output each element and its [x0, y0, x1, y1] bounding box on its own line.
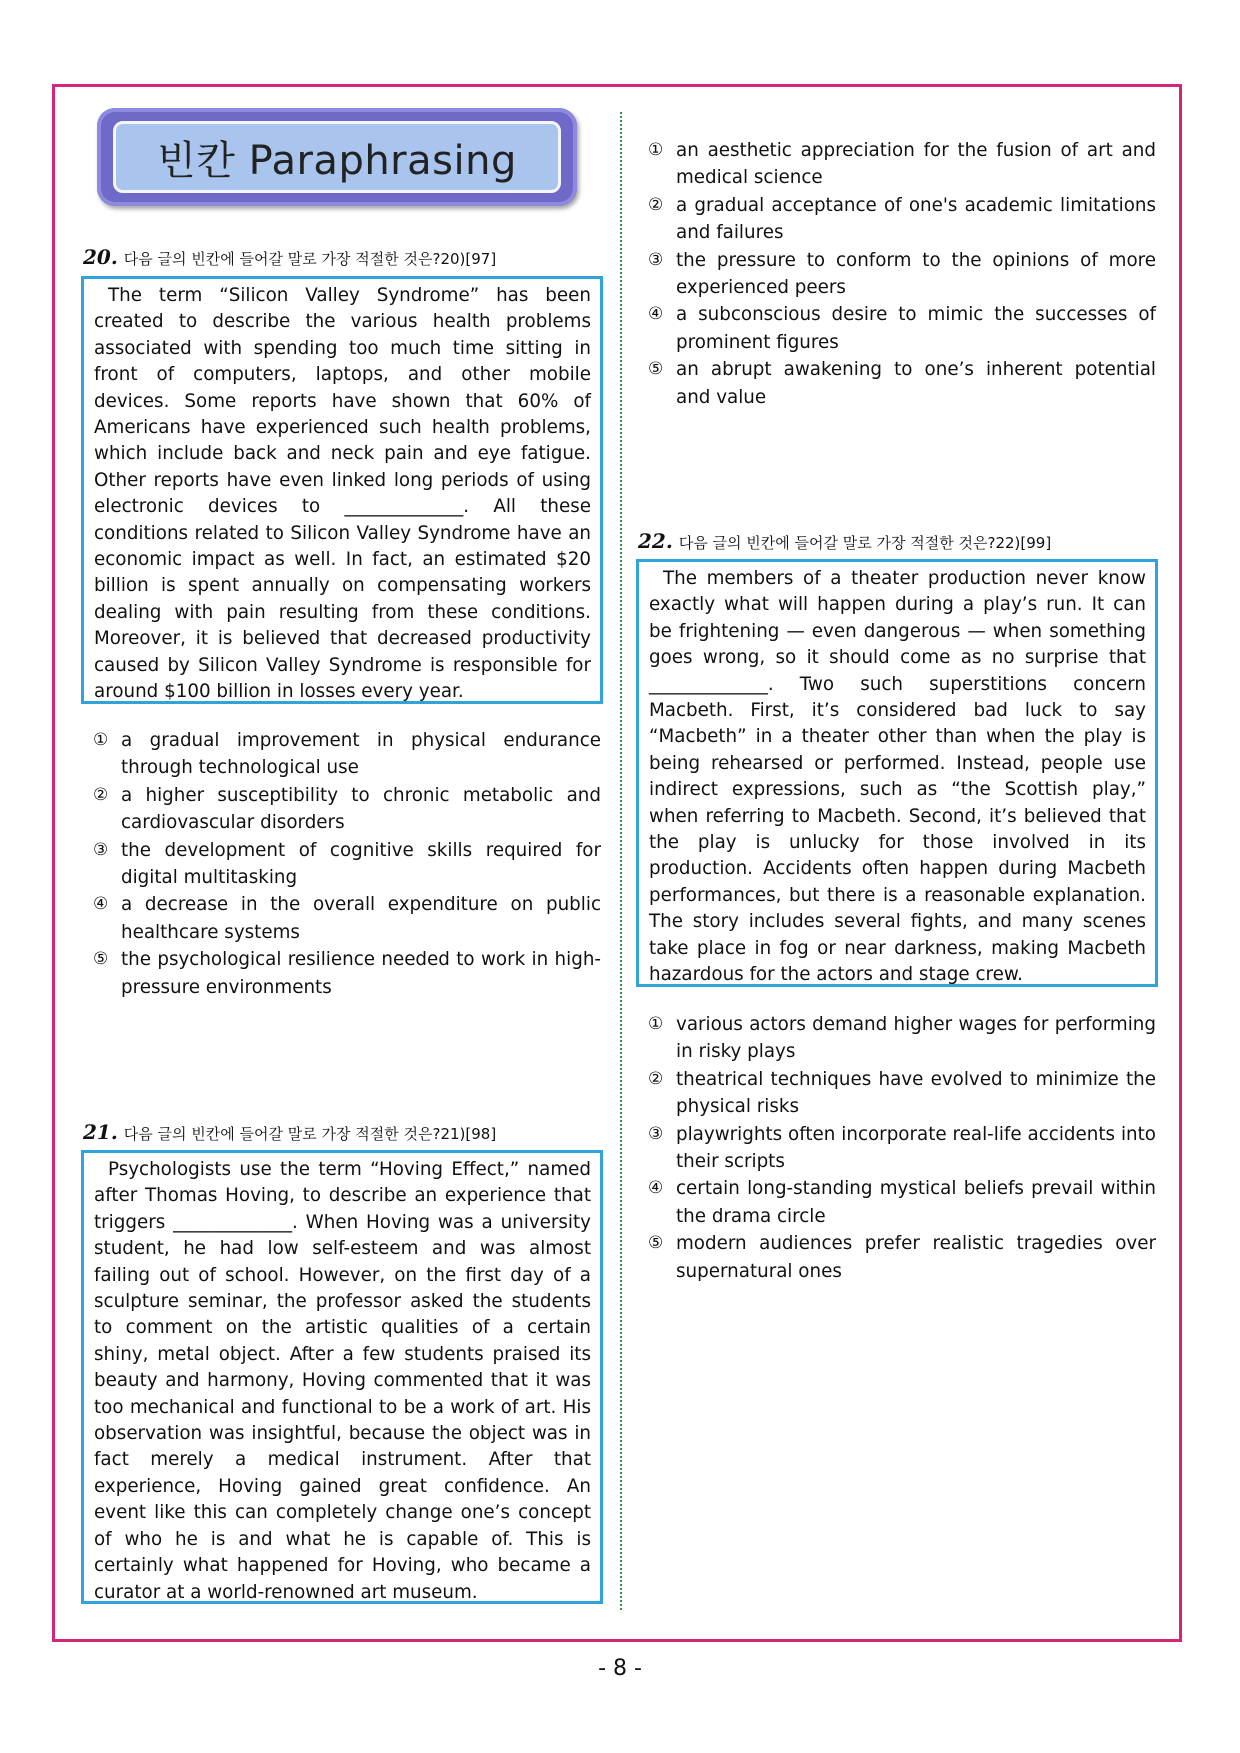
column-divider	[620, 112, 622, 1610]
choice-number: ②	[93, 784, 109, 805]
question-prompt: 다음 글의 빈칸에 들어갈 말로 가장 적절한 것은?	[678, 534, 996, 552]
question-20-passage-box	[81, 276, 603, 704]
choice-3[interactable]	[93, 837, 601, 892]
choice-number: ③	[648, 1123, 664, 1144]
choice-text: a gradual improvement in physical endurance through technological use	[121, 730, 601, 779]
question-ref: 21)[98]	[440, 1125, 497, 1143]
choice-number: ②	[648, 1068, 664, 1089]
choice-text: modern audiences prefer realistic tragedies over supernatural ones	[676, 1233, 1156, 1282]
choice-1[interactable]	[648, 137, 1156, 192]
choice-text: the development of cognitive skills required for digital multitasking	[121, 839, 601, 889]
choice-number: ④	[93, 894, 109, 915]
passage-text: The term “Silicon Valley Syndrome” has been created to describe the various health problems associated with spending too much time sitting in front of computers, laptops, and other mobile devices. Some reports have shown that 60% of Americans have experienced such health problems, which include back and neck pain and eye fatigue. Other reports have even linked long periods of using electronic devices to _____________. All these conditions related to Silicon Valley Syndrome have an economic impact as well. In fact, an estimated $20 billion is spent annually on compensating workers dealing with pain resulting from these conditions. Moreover, it is believed that decreased productivity caused by Silicon Valley Syndrome is responsible for around $100 billion in losses every year.	[94, 285, 591, 703]
question-prompt: 다음 글의 빈칸에 들어갈 말로 가장 적절한 것은?	[123, 1125, 441, 1143]
choice-5[interactable]	[648, 1230, 1156, 1285]
choice-text: a gradual acceptance of one's academic limitations and failures	[676, 194, 1156, 244]
choice-1[interactable]	[648, 1011, 1156, 1066]
choice-2[interactable]	[93, 782, 601, 837]
question-prompt: 다음 글의 빈칸에 들어갈 말로 가장 적절한 것은?	[123, 250, 441, 268]
question-22-header	[638, 529, 1051, 553]
choice-number: ④	[648, 1178, 664, 1199]
choice-5[interactable]	[93, 946, 601, 1001]
choice-number: ⑤	[93, 949, 109, 970]
section-banner	[97, 108, 577, 206]
passage-text: Psychologists use the term “Hoving Effect,” named after Thomas Hoving, to describe an experience that triggers _____________. When Hoving was a university student, he had low self-esteem and was almost failing out of school. However, on the first day of a sculpture seminar, the professor asked the students to comment on the artistic qualities of a certain shiny, metal object. After a few students praised its beauty and harmony, Hoving commented that it was too mechanical and functional to be a work of art. His observation was insightful, because the object was in fact merely a medical instrument. After that experience, Hoving gained great confidence. An event like this can completely change one’s concept of who he is and what he is capable of. This is certainly what happened for Hoving, who became a curator at a world-renowned art museum.	[94, 1159, 591, 1603]
choice-number: ⑤	[648, 359, 664, 380]
choice-number: ③	[93, 839, 109, 860]
choice-text: a subconscious desire to mimic the successes of prominent figures	[676, 304, 1156, 353]
choice-number: ②	[648, 194, 664, 215]
choice-4[interactable]	[648, 1175, 1156, 1230]
choice-text: certain long-standing mystical beliefs prevail within the drama circle	[676, 1178, 1156, 1227]
choice-text: an aesthetic appreciation for the fusion of art and medical science	[676, 140, 1156, 189]
passage-text: The members of a theater production never know exactly what will happen during a play’s run. It can be frightening — even dangerous — when something goes wrong, so it should come as no surprise that _____________. Two such superstitions concern Macbeth. First, it’s considered bad luck to say “Macbeth” in a theater other than when the play is being rehearsed or performed. Instead, people use indirect expressions, such as “the Scottish play,” when referring to Macbeth. Second, it’s believed that the play is unlucky for those involved in its production. Accidents often happen during Macbeth performances, but there is a reasonable explanation. The story includes several fights, and many scenes take place in fog or near darkness, making Macbeth hazardous for the actors and stage crew.	[649, 568, 1146, 986]
choice-text: the pressure to conform to the opinions of more experienced peers	[676, 249, 1156, 299]
question-21-header	[83, 1120, 496, 1144]
question-ref: 22)[99]	[995, 534, 1052, 552]
question-21-choices	[648, 137, 1156, 411]
question-21-passage-box	[81, 1150, 603, 1604]
page-number: - 8 -	[598, 1656, 642, 1681]
choice-number: ①	[648, 140, 664, 160]
choice-3[interactable]	[648, 247, 1156, 302]
choice-text: an abrupt awakening to one’s inherent potential and value	[676, 359, 1156, 408]
choice-number: ⑤	[648, 1233, 664, 1254]
section-title: 빈칸 Paraphrasing	[113, 121, 561, 193]
choice-text: various actors demand higher wages for performing in risky plays	[676, 1014, 1156, 1063]
question-number: 20.	[83, 245, 118, 269]
choice-3[interactable]	[648, 1121, 1156, 1176]
choice-text: playwrights often incorporate real-life accidents into their scripts	[676, 1123, 1156, 1173]
question-22-passage-box	[636, 559, 1158, 987]
choice-number: ①	[648, 1014, 664, 1034]
question-20-choices	[93, 727, 601, 1001]
choice-number: ③	[648, 249, 664, 270]
question-ref: 20)[97]	[440, 250, 497, 268]
choice-text: a decrease in the overall expenditure on public healthcare systems	[121, 894, 601, 943]
choice-text: theatrical techniques have evolved to minimize the physical risks	[676, 1068, 1156, 1118]
choice-text: the psychological resilience needed to work in high-pressure environments	[121, 949, 601, 998]
question-number: 21.	[83, 1120, 118, 1144]
choice-number: ④	[648, 304, 664, 325]
choice-5[interactable]	[648, 356, 1156, 411]
choice-number: ①	[93, 730, 109, 750]
choice-2[interactable]	[648, 192, 1156, 247]
question-22-choices	[648, 1011, 1156, 1285]
choice-4[interactable]	[93, 891, 601, 946]
question-20-header	[83, 245, 496, 269]
question-number: 22.	[638, 529, 673, 553]
choice-text: a higher susceptibility to chronic metabolic and cardiovascular disorders	[121, 784, 601, 834]
choice-1[interactable]	[93, 727, 601, 782]
choice-2[interactable]	[648, 1066, 1156, 1121]
choice-4[interactable]	[648, 301, 1156, 356]
